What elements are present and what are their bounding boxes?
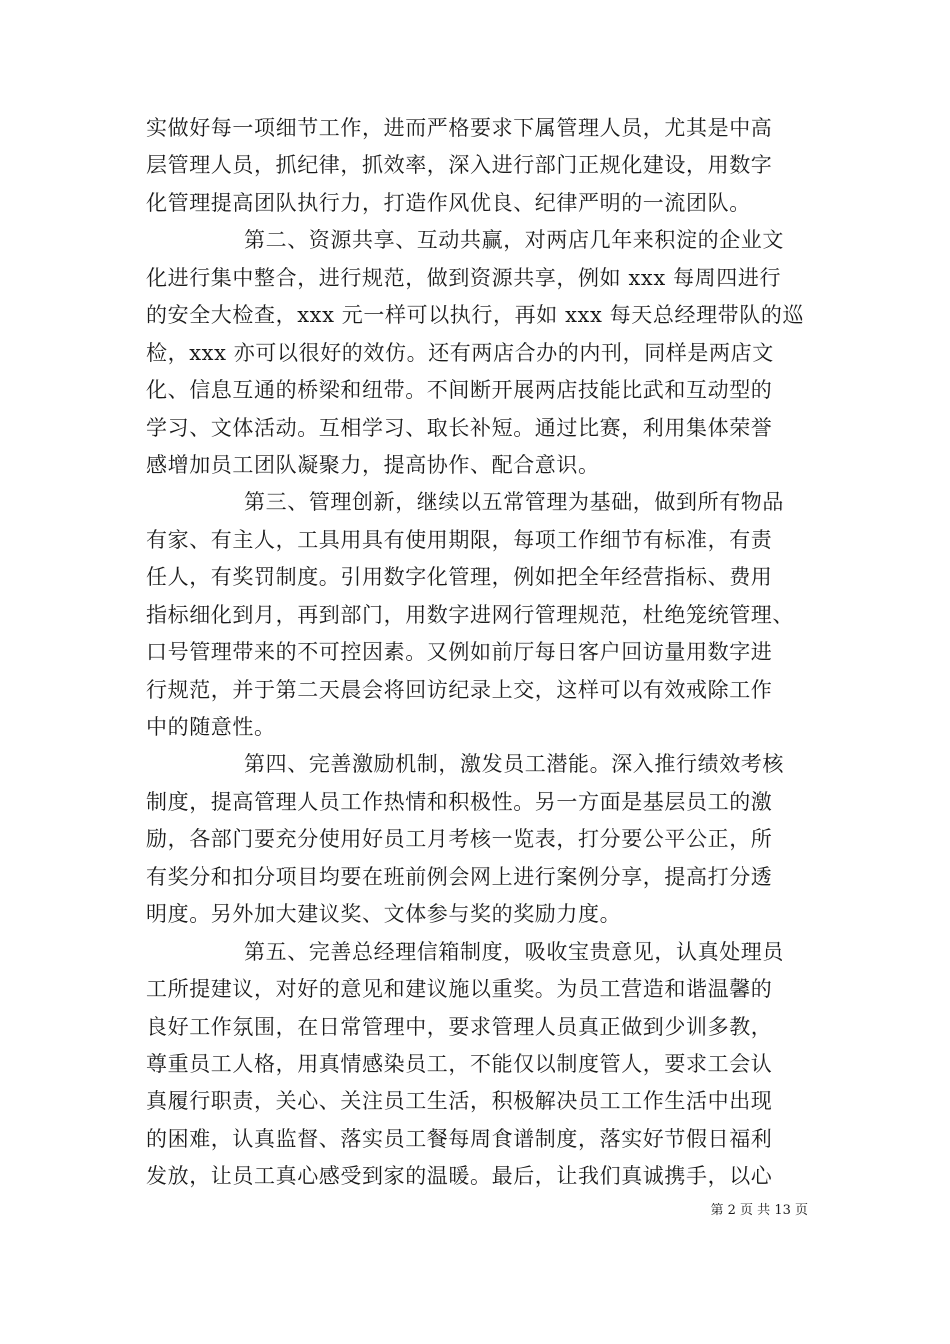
text-line: 工所提建议，对好的意见和建议施以重奖。为员工营造和谐温馨的: [146, 977, 773, 1002]
text-line: 有家、有主人，工具用具有使用期限，每项工作细节有标准，有责: [146, 527, 773, 552]
text-line: 有奖分和扣分项目均要在班前例会网上进行案例分享，提高打分透: [146, 864, 773, 889]
text-line: 检，xxx 亦可以很好的效仿。还有两店合办的内刊，同样是两店文: [146, 340, 774, 365]
text-line: 指标细化到月，再到部门，用数字进网行管理规范，杜绝笼统管理、: [146, 602, 794, 627]
paragraph-start-line: 第三、管理创新，继续以五常管理为基础，做到所有物品: [244, 490, 784, 515]
text-line: 层管理人员，抓纪律，抓效率，深入进行部门正规化建设，用数字: [146, 153, 773, 178]
text-line: 的安全大检查，xxx 元一样可以执行，再如 xxx 每天总经理带队的巡: [146, 303, 805, 328]
text-line: 发放，让员工真心感受到家的温暖。最后，让我们真诚携手，以心: [146, 1164, 773, 1189]
page-number-footer: 第 2 页 共 13 页: [710, 1203, 808, 1218]
text-line: 明度。另外加大建议奖、文体参与奖的奖励力度。: [146, 902, 622, 927]
text-line: 口号管理带来的不可控因素。又例如前厅每日客户回访量用数字进: [146, 640, 773, 665]
text-line: 尊重员工人格，用真情感染员工，不能仅以制度管人，要求工会认: [146, 1051, 773, 1076]
text-line: 感增加员工团队凝聚力，提高协作、配合意识。: [146, 452, 600, 477]
text-line: 真履行职责，关心、关注员工生活，积极解决员工工作生活中出现: [146, 1089, 773, 1114]
text-line: 实做好每一项细节工作，进而严格要求下属管理人员，尤其是中高: [146, 116, 773, 140]
text-line: 化、信息互通的桥梁和纽带。不间断开展两店技能比武和互动型的: [146, 378, 773, 403]
paragraph-start-line: 第二、资源共享、互动共赢，对两店几年来积淀的企业文: [244, 228, 784, 253]
document-body: [146, 110, 822, 1196]
text-line: 学习、文体活动。互相学习、取长补短。通过比赛，利用集体荣誉: [146, 415, 773, 440]
text-line: 的困难，认真监督、落实员工餐每周食谱制度，落实好节假日福利: [146, 1126, 773, 1151]
text-line: 化管理提高团队执行力，打造作风优良、纪律严明的一流团队。: [146, 190, 751, 215]
paragraph-start-line: 第五、完善总经理信箱制度，吸收宝贵意见，认真处理员: [244, 939, 784, 964]
text-line: 励，各部门要充分使用好员工月考核一览表，打分要公平公正，所: [146, 827, 773, 852]
text-line: 任人，有奖罚制度。引用数字化管理，例如把全年经营指标、费用: [146, 565, 773, 590]
text-line: 中的随意性。: [146, 715, 276, 739]
text-line: 行规范，并于第二天晨会将回访纪录上交，这样可以有效戒除工作: [146, 677, 773, 702]
text-line: 化进行集中整合，进行规范，做到资源共享，例如 xxx 每周四进行: [146, 265, 782, 290]
text-line: 制度，提高管理人员工作热情和积极性。另一方面是基层员工的激: [146, 789, 773, 814]
paragraph-start-line: 第四、完善激励机制，激发员工潜能。深入推行绩效考核: [244, 752, 784, 777]
text-line: 良好工作氛围，在日常管理中，要求管理人员真正做到少训多教，: [146, 1014, 773, 1039]
